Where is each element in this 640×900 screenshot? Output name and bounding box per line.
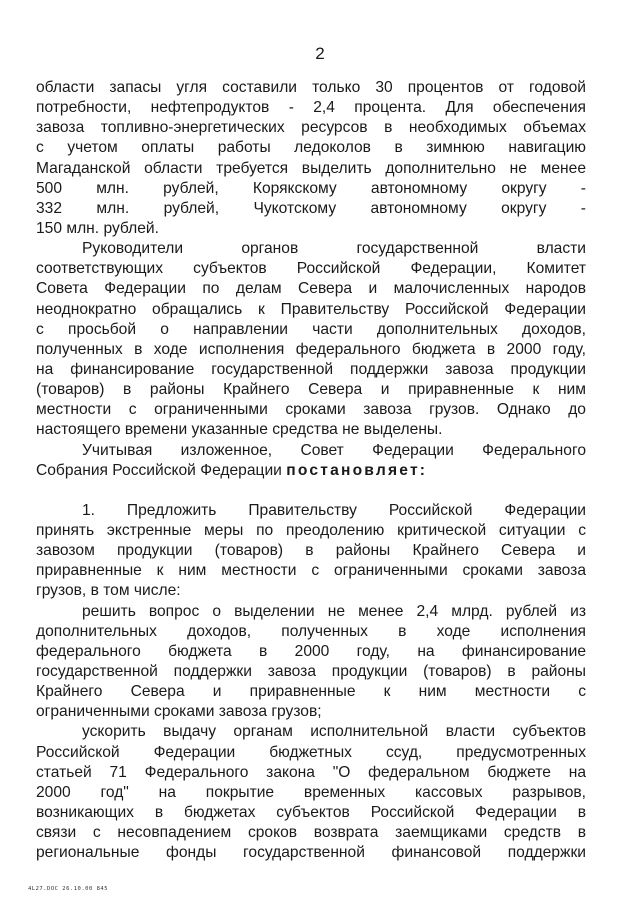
text-line: региональные фонды государственной финансовой поддержки (36, 844, 586, 862)
text-line: грузов, в том числе: (36, 582, 181, 600)
paragraph-gap (36, 481, 586, 501)
text-line: 2000 год" на покрытие временных кассовых разрывов, (36, 783, 586, 801)
text-line: 150 млн. рублей. (36, 219, 159, 237)
paragraph-start-line: Руководители органов государственной власти (82, 240, 586, 258)
text-line: области запасы угля составили только 30 процентов от годовой (36, 79, 586, 96)
text-line: Совета Федерации по делам Севера и малочисленных народов (36, 280, 586, 298)
text-line: принять экстренные меры по преодолению критической ситуации с (36, 521, 586, 539)
text-line: дополнительных доходов, полученных в ходе исполнения (36, 622, 586, 640)
text-line: Крайнего Севера и приравненные к ним местности с (36, 683, 586, 701)
text-line: соответствующих субъектов Российской Федерации, Комитет (36, 260, 586, 278)
paragraph-start-line: ускорить выдачу органам исполнительной власти субъектов (82, 723, 586, 741)
text-line: возникающих в бюджетах субъектов Российской Федерации в (36, 803, 586, 821)
text-line: местности с ограниченными сроками завоза грузов. Однако до (36, 401, 586, 419)
text-line: настоящего времени указанные средства не выделены. (36, 421, 443, 439)
text-fragment: Собрания Российской Федерации (36, 461, 282, 479)
text-line: полученных в ходе исполнения федерального бюджета в 2000 году, (36, 340, 586, 358)
text-line: федерального бюджета в 2000 году, на финансирование (36, 642, 586, 660)
text-line: 332 млн. рублей, Чукотскому автономному округу - (36, 199, 586, 217)
text-line: завозом продукции (товаров) в районы Крайнего Севера и (36, 542, 586, 560)
text-line: 500 млн. рублей, Корякскому автономному округу - (36, 179, 586, 197)
text-line: завоза топливно-энергетических ресурсов в необходимых объемах (36, 119, 586, 137)
text-line: неоднократно обращались к Правительству Российской Федерации (36, 300, 586, 318)
page-number: 2 (315, 44, 325, 63)
text-line: Российской Федерации бюджетных ссуд, предусмотренных (36, 743, 586, 761)
paragraph-start-line: Учитывая изложенное, Совет Федерации Федерального (82, 441, 586, 459)
text-line: Магаданской области требуется выделить дополнительно не менее (36, 159, 586, 177)
document-footer: 4L27.DOC 26.10.00 845 (28, 886, 109, 892)
text-line: приравненные к ним местности с ограниченными сроками завоза (36, 562, 586, 580)
text-line: статьей 71 Федерального закона "О федеральном бюджете на (36, 763, 586, 781)
item-start-line: 1. Предложить Правительству Российской Федерации (82, 501, 586, 519)
document-body (36, 78, 586, 863)
text-line: государственной поддержки завоза продукции (товаров) в районы (36, 662, 586, 680)
text-line: (товаров) в районы Крайнего Севера и приравненные к ним (36, 381, 586, 399)
text-line: с учетом оплаты работы ледоколов в зимнюю навигацию (36, 139, 586, 157)
text-line: связи с несовпадением сроков возврата заемщиками средств в (36, 824, 586, 842)
text-line: с просьбой о направлении части дополнительных доходов, (36, 320, 586, 338)
text-line: на финансирование государственной поддержки завоза продукции (36, 360, 586, 378)
text-line: потребности, нефтепродуктов - 2,4 процента. Для обеспечения (36, 99, 586, 117)
paragraph-start-line: решить вопрос о выделении не менее 2,4 млрд. рублей из (82, 602, 586, 620)
text-line: ограниченными сроками завоза грузов; (36, 703, 322, 721)
resolution-keyword: постановляет: (286, 461, 428, 479)
resolution-line (36, 461, 586, 481)
